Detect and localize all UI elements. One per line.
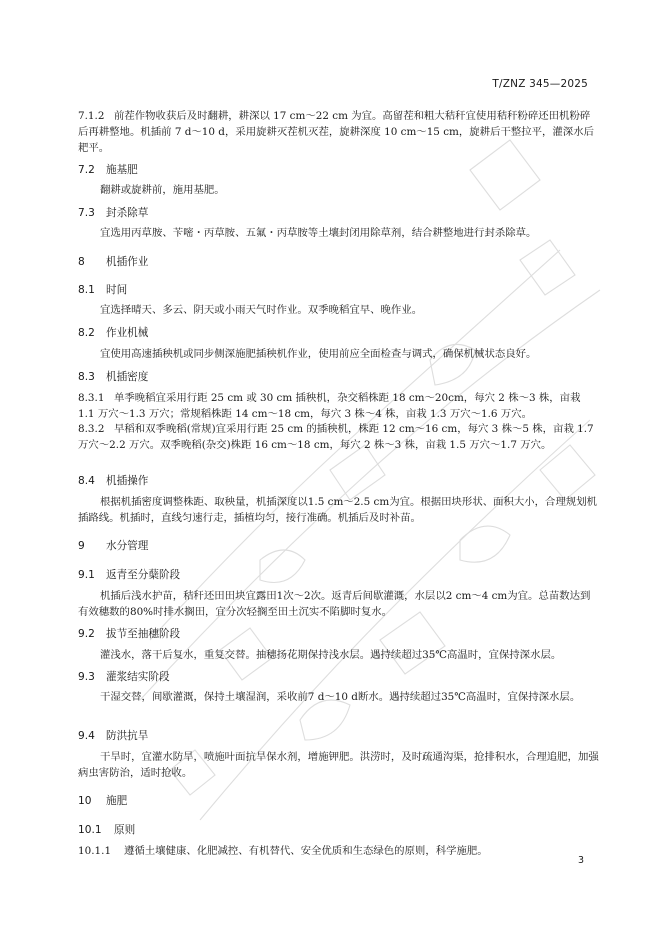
paragraph-8-4: 根据机插密度调整株距、取秧量，机插深度以1.5 cm～2.5 cm为宜。根据田块形状、面积大小，合理规划机插路线。机插时，直线匀速行走，插植均匀，接行准确。机插后及时补苗。 bbox=[78, 496, 598, 524]
clause-7-1-2 bbox=[78, 108, 600, 156]
paragraph-7-2: 翻耕或旋耕前，施用基肥。 bbox=[100, 184, 225, 196]
paragraph-9-3: 干湿交替，间歇灌溉，保持土壤湿润，采收前7 d～10 d断水。遇持续超过35℃高温时，宜保持深水层。 bbox=[100, 691, 581, 703]
heading-8: 8 机插作业 bbox=[78, 256, 149, 268]
heading-9-2: 9.2 拔节至抽穗阶段 bbox=[78, 628, 181, 640]
heading-title: 水分管理 bbox=[106, 540, 149, 552]
paragraph-8-1: 宜选择晴天、多云、阴天或小雨天气时作业。双季晚稻宜早、晚作业。 bbox=[100, 304, 423, 316]
heading-title: 作业机械 bbox=[106, 327, 149, 339]
clause-text: 前茬作物收获后及时翻耕，耕深以 17 cm～22 cm 为宜。高留茬和粗大秸秆宜使用秸秆粉碎还田机粉碎后再耕整地。机插前 7 d～10 d，采用旋耕灭茬机灭茬，旋耕深度 10 cm～15 cm，旋耕后干整拉平，灌深水后耙平。 bbox=[78, 110, 594, 154]
heading-8-2: 8.2 作业机械 bbox=[78, 327, 149, 339]
heading-title: 灌浆结实阶段 bbox=[106, 671, 170, 683]
clause-8-3-2: 8.3.2 早稻和双季晚稻(常规)宜采用行距 25 cm 的插秧机，株距 12 cm～16 cm，每穴 3 株～5 株，亩栽 1.7 万穴～2.2 万穴。双季晚稻(杂交)株距 16 cm～18 cm，每穴 2 株～3 株，亩栽 1.5 万穴～1.7 万穴。 bbox=[78, 423, 594, 451]
heading-7-3: 7.3 封杀除草 bbox=[78, 207, 149, 219]
paragraph-9-1: 机插后浅水护苗，秸秆还田田块宜露田1次～2次。返青后间歇灌溉，水层以2 cm～4 cm为宜。总苗数达到有效穗数的80%时排水搁田，宜分次轻搁至田土沉实不陷脚时复水。 bbox=[78, 590, 591, 618]
heading-title: 时间 bbox=[106, 284, 128, 296]
heading-9-4: 9.4 防洪抗旱 bbox=[78, 730, 149, 742]
heading-title: 机插作业 bbox=[106, 256, 149, 268]
heading-title: 返青至分蘖阶段 bbox=[106, 569, 181, 581]
heading-8-1: 8.1 时间 bbox=[78, 284, 128, 296]
paragraph-8-2: 宜使用高速插秧机或同步侧深施肥插秧机作业，使用前应全面检查与调式，确保机械状态良好。 bbox=[100, 348, 537, 360]
heading-9-1: 9.1 返青至分蘖阶段 bbox=[78, 569, 181, 581]
clause-8-3-1: 8.3.1 单季晚稻宜采用行距 25 cm 或 30 cm 插秧机，杂交稻株距 18 cm～20cm，每穴 2 株～3 株，亩栽 1.1 万穴～1.3 万穴；常规稻株距 14 cm～18 cm，每穴 3 株～4 株，亩栽 1.3 万穴～1.6 万穴。 bbox=[78, 392, 581, 420]
heading-7-2: 7.2 施基肥 bbox=[78, 164, 138, 176]
page-number: 3 bbox=[577, 855, 584, 866]
clause-10-1-1: 10.1.1 遵循土壤健康、化肥减控、有机替代、安全优质和生态绿色的原则，科学施肥。 bbox=[78, 845, 488, 857]
heading-10: 10 施肥 bbox=[78, 795, 128, 807]
heading-title: 施基肥 bbox=[106, 164, 138, 176]
heading-title: 施肥 bbox=[106, 795, 128, 807]
heading-title: 拔节至抽穗阶段 bbox=[106, 628, 181, 640]
heading-9-3: 9.3 灌浆结实阶段 bbox=[78, 671, 170, 683]
heading-title: 原则 bbox=[114, 824, 136, 836]
paragraph-9-2: 灌浅水，落干后复水，重复交替。抽穗扬花期保持浅水层。遇持续超过35℃高温时，宜保持深水层。 bbox=[100, 649, 562, 661]
paragraph-9-4: 干旱时，宜灌水防旱，喷施叶面抗旱保水剂，增施钾肥。洪涝时，及时疏通沟渠，抢排积水，合理追肥，加强病虫害防治，适时抢收。 bbox=[78, 751, 599, 779]
paragraph-7-3: 宜选用丙草胺、苄嘧・丙草胺、五氟・丙草胺等土壤封闭用除草剂，结合耕整地进行封杀除草。 bbox=[100, 227, 537, 239]
heading-title: 防洪抗旱 bbox=[106, 730, 149, 742]
heading-9: 9 水分管理 bbox=[78, 540, 149, 552]
clause-number: 7.1.2 bbox=[78, 110, 105, 122]
heading-title: 机插操作 bbox=[106, 475, 149, 487]
heading-title: 机插密度 bbox=[106, 371, 149, 383]
heading-8-3: 8.3 机插密度 bbox=[78, 371, 149, 383]
heading-title: 封杀除草 bbox=[106, 207, 149, 219]
heading-8-4: 8.4 机插操作 bbox=[78, 475, 149, 487]
document-code: T/ZNZ 345—2025 bbox=[492, 78, 588, 90]
heading-10-1: 10.1 原则 bbox=[78, 824, 136, 836]
